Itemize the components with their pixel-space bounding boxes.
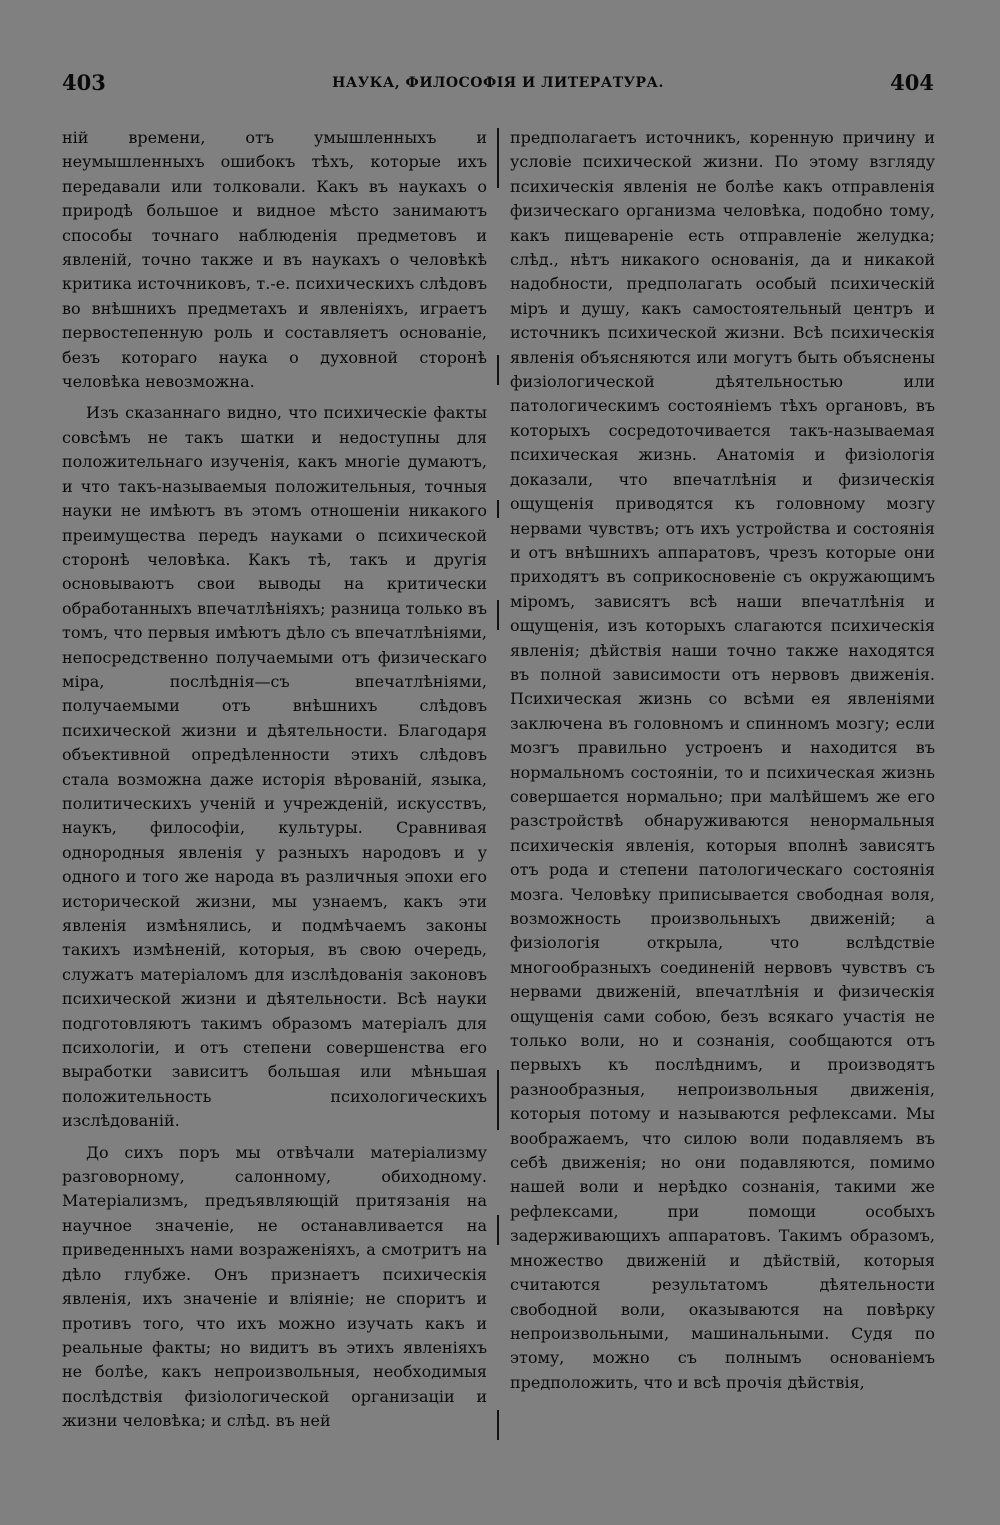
paragraph: Изъ сказаннаго видно, что психическіе факты совсѣмъ не такъ шатки и недоступны для положительнаго изученія, какъ многіе думаютъ, и что такъ-называемыя положительныя, точныя науки не имѣютъ въ этомъ отношеніи никакого преимущества передъ науками о психической сторонѣ человѣка. Какъ тѣ, такъ и другія основываютъ свои выводы на критически обработанныхъ впечатлѣніяхъ; разница только въ томъ, что первыя имѣютъ дѣло съ впечатлѣніями, непосредственно получаемыми отъ физическаго міра, послѣднія—съ впечатлѣніями, получаемыми отъ внѣшнихъ слѣдовъ психической жизни и дѣятельности. Благодаря объективной опредѣленности этихъ слѣдовъ стала возможна даже исторія вѣрованій, языка, политическихъ ученій и учрежденій, искусствъ, наукъ, философіи, культуры. Сравнивая однородныя явленія у разныхъ народовъ и у одного и того же народа въ различныя эпохи его исторической жизни, мы узнаемъ, какъ эти явленія измѣнялись, и подмѣчаемъ законы такихъ измѣненій, которыя, въ свою очередь, служатъ матеріаломъ для изслѣдованія законовъ психической жизни и дѣятельности. Всѣ науки подготовляютъ такимъ образомъ матеріалъ для психологіи, и отъ степени совершенства его выработки зависитъ большая или мѣньшая положительность психологическихъ изслѣдованій. [62,403,487,1131]
column-rule [497,1410,499,1440]
column-rule [497,1070,499,1130]
column-rule [497,128,499,188]
column-rule [497,500,499,518]
column-rule [497,1215,499,1245]
paragraph: предполагаетъ источникъ, коренную причину и условіе психической жизни. По этому взгляду психическія явленія не болѣе какъ отправленія физическаго организма человѣка, подобно тому, какъ пищевареніе есть отправленіе желудка; слѣд., нѣтъ никакого основанія, да и никакой надобности, предполагать особый психическій міръ и душу, какъ самостоятельный центръ и источникъ психической жизни. Всѣ психическія явленія объясняются или могутъ быть объяснены физіологической дѣятельностью или патологическимъ состояніемъ тѣхъ органовъ, въ которыхъ сосредоточивается такъ-называемая психическая жизнь. Анатомія и физіологія доказали, что впечатлѣнія и физическія ощущенія приводятся къ головному мозгу нервами чувствъ; отъ ихъ устройства и состоянія и отъ внѣшнихъ аппаратовъ, чрезъ которые они приходятъ въ соприкосновеніе съ окружающимъ міромъ, зависятъ всѣ наши впечатлѣнія и ощущенія, изъ которыхъ слагаются психическія явленія; дѣйствія наши точно также находятся въ полной зависимости отъ нервовъ движенія. Психическая жизнь со всѣми ея явленіями заключена въ головномъ и спинномъ мозгу; если мозгъ правильно устроенъ и находится въ нормальномъ состояніи, то и психическая жизнь совершается нормально; при малѣйшемъ же его разстройствѣ обнаруживаются ненормальныя психическія явленія, которыя вполнѣ зависятъ отъ рода и степени патологическаго состоянія мозга. Человѣку приписывается свободная воля, возможность произвольныхъ движеній; а физіологія открыла, что вслѣдствіе многообразныхъ соединеній нервовъ чувствъ съ нервами движеній, впечатлѣнія и физическія ощущенія сами собою, безъ всякаго участія не только воли, но и сознанія, сообщаются отъ первыхъ къ послѣднимъ, и производятъ разнообразныя, непроизвольныя движенія, которыя потому и называются рефлексами. Мы воображаемъ, что силою воли подавляемъ въ себѣ движенія; но они подавляются, помимо нашей воли и нерѣдко сознанія, такими же рефлексами, при помощи особыхъ задерживающихъ аппаратовъ. Такимъ образомъ, множество движеній и дѣйствій, которыя считаются результатомъ дѣятельности свободной воли, оказываются на повѣрку непроизвольными, машинальными. Судя по этому, можно съ полнымъ основаніемъ предположить, что и всѣ прочія дѣйствія, [510,128,935,1392]
page-number-right: 404 [890,70,934,95]
running-title: НАУКА, ФИЛОСОФІЯ И ЛИТЕРАТУРА. [332,75,664,91]
running-header [62,70,934,102]
page-number-left: 403 [62,70,106,95]
left-column [62,126,487,1441]
right-column [510,126,935,1402]
column-rule [497,600,499,630]
paragraph: До сихъ поръ мы отвѣчали матеріализму разговорному, салонному, обиходному. Матеріализмъ, предъявляющій притязанія на научное значеніе, не останавливается на приведенныхъ нами возраженіяхъ, а смотритъ на дѣло глубже. Онъ признаетъ психическія явленія, ихъ значеніе и вліяніе; не споритъ и противъ того, что ихъ можно изучать какъ и реальные факты; но видитъ въ этихъ явленіяхъ не болѣе, какъ непроизвольныя, необходимыя послѣдствія физіологической организаціи и жизни человѣка; и слѣд. въ ней [62,1142,487,1431]
paragraph-continuation: ній времени, отъ умышленныхъ и неумышленныхъ ошибокъ тѣхъ, которые ихъ передавали или толковали. Какъ въ наукахъ о природѣ большое и видное мѣсто занимаютъ способы точнаго наблюденія предметовъ и явленій, точно также и въ наукахъ о человѣкѣ критика источниковъ, т.-е. психическихъ слѣдовъ во внѣшнихъ предметахъ и явленіяхъ, играетъ первостепенную роль и составляетъ основаніе, безъ котораго наука о духовной сторонѣ человѣка невозможна. [62,128,487,392]
column-rule [497,355,499,385]
